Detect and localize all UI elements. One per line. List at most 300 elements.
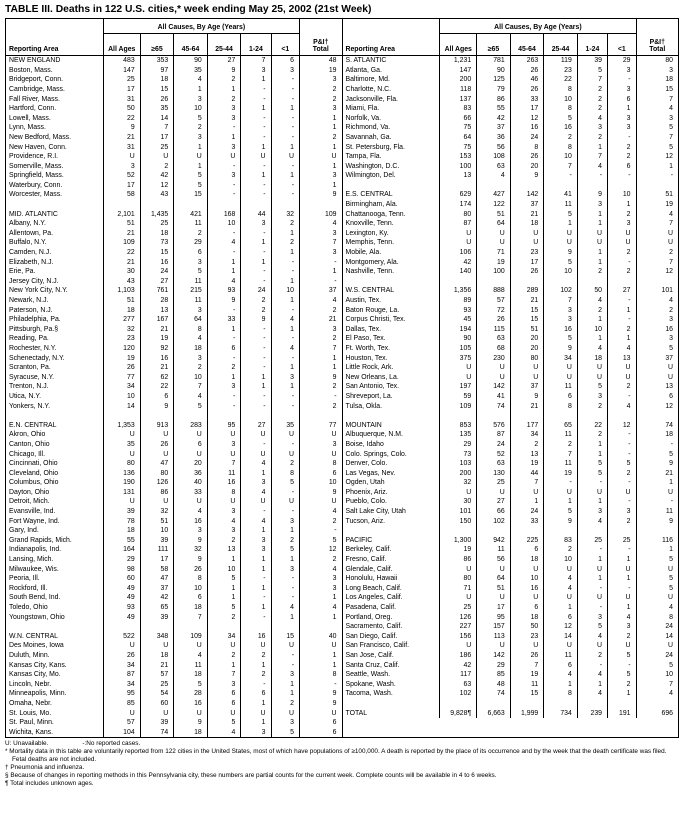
value-cell: U [544, 229, 578, 239]
value-cell: 51 [140, 517, 174, 527]
value-cell: 9 [636, 459, 678, 469]
city-row [343, 219, 679, 229]
city-row [343, 152, 679, 162]
value-cell: U [140, 497, 174, 507]
pi-total-line1: P&I† [313, 38, 329, 46]
value-cell: 109 [440, 401, 477, 411]
value-cell: 39 [103, 507, 140, 517]
value-cell: 2 [577, 85, 607, 95]
city-row [6, 66, 342, 76]
value-cell: U [271, 430, 300, 440]
value-cell: 126 [140, 478, 174, 488]
value-cell: 137 [440, 94, 477, 104]
value-cell: 8 [544, 401, 578, 411]
value-cell: U [140, 430, 174, 440]
value-cell: 8 [174, 574, 208, 584]
value-cell: 136 [103, 469, 140, 479]
value-cell: - [241, 574, 271, 584]
value-cell: 10 [103, 392, 140, 402]
value-cell: 5 [636, 142, 678, 152]
value-cell: 19 [477, 257, 511, 267]
value-cell: 2 [300, 334, 342, 344]
value-cell: - [271, 190, 300, 200]
reporting-area-cell: Akron, Ohio [9, 431, 46, 439]
value-cell: 1 [608, 334, 637, 344]
value-cell: 2 [608, 632, 637, 642]
value-cell: 3 [636, 334, 678, 344]
value-cell: 11 [207, 469, 241, 479]
value-cell: 29 [103, 555, 140, 565]
value-cell: U [608, 593, 637, 603]
value-cell: 27 [608, 286, 637, 296]
value-cell: 14 [103, 401, 140, 411]
value-cell: 2 [300, 305, 342, 315]
value-cell: 75 [440, 142, 477, 152]
value-cell: - [636, 440, 678, 450]
value-cell: 7 [207, 459, 241, 469]
reporting-area-cell: Fresno, Calif. [345, 556, 387, 564]
value-cell: 427 [477, 190, 511, 200]
value-cell: - [241, 85, 271, 95]
value-cell: - [207, 401, 241, 411]
spacer-cell [477, 526, 511, 536]
deaths-table-right [343, 19, 679, 718]
spacer-cell [271, 200, 300, 210]
value-cell: 36 [174, 469, 208, 479]
value-cell: 104 [103, 728, 140, 738]
region-row [343, 56, 679, 66]
value-cell: 1 [608, 689, 637, 699]
value-cell: 3 [636, 315, 678, 325]
value-cell: 5 [271, 478, 300, 488]
region-row [343, 286, 679, 296]
value-cell: 5 [207, 574, 241, 584]
reporting-area-cell: Albuquerque, N.M. [345, 431, 403, 439]
value-cell: 86 [477, 94, 511, 104]
value-cell: 26 [140, 94, 174, 104]
value-cell: 49 [103, 593, 140, 603]
value-cell: 157 [477, 622, 511, 632]
value-cell: 3 [577, 507, 607, 517]
legend-dash: -:No reported cases. [82, 740, 141, 748]
value-cell: 9 [300, 699, 342, 709]
reporting-area-cell: Dayton, Ohio [9, 488, 50, 496]
value-cell: 11 [174, 296, 208, 306]
city-row [343, 200, 679, 210]
value-cell: U [440, 373, 477, 383]
value-cell: U [241, 497, 271, 507]
value-cell: 5 [544, 257, 578, 267]
col-ge-65: ≥65 [140, 34, 174, 56]
reporting-area-cell: Atlanta, Ga. [345, 66, 382, 74]
value-cell: 2 [207, 651, 241, 661]
col-ge-65: ≥65 [477, 34, 511, 56]
value-cell: 4 [241, 488, 271, 498]
value-cell: 19 [140, 334, 174, 344]
value-cell: 5 [577, 66, 607, 76]
city-row [6, 718, 342, 728]
spacer-row [343, 411, 679, 421]
region-row [6, 421, 342, 431]
value-cell: 1 [608, 305, 637, 315]
value-cell: 3 [174, 133, 208, 143]
value-cell: 5 [636, 660, 678, 670]
value-cell: 6 [510, 545, 544, 555]
value-cell: 9 [140, 401, 174, 411]
value-cell: 51 [477, 210, 511, 220]
reporting-area-cell: Austin, Tex. [345, 297, 381, 305]
table-title: TABLE III. Deaths in 122 U.S. cities,* week ending May 25, 2002 (21st Week) [5, 4, 372, 15]
city-row [343, 75, 679, 85]
reporting-area-cell: NEW ENGLAND [9, 57, 61, 65]
value-cell: 28 [174, 689, 208, 699]
value-cell: 39 [140, 612, 174, 622]
value-cell: 10 [140, 526, 174, 536]
value-cell: U [544, 564, 578, 574]
value-cell: 3 [300, 171, 342, 181]
reporting-area-cell: E.N. CENTRAL [9, 421, 57, 429]
city-row [6, 219, 342, 229]
value-cell: U [440, 229, 477, 239]
value-cell: 2 [300, 133, 342, 143]
value-cell: 11 [544, 459, 578, 469]
value-cell: 55 [477, 104, 511, 114]
value-cell: 4 [241, 459, 271, 469]
reporting-area-cell: Lincoln, Nebr. [9, 680, 52, 688]
value-cell: 131 [103, 488, 140, 498]
value-cell: 1 [271, 555, 300, 565]
right-tbody [343, 56, 679, 718]
value-cell: 1 [174, 162, 208, 172]
value-cell: 5 [544, 210, 578, 220]
value-cell: 15 [510, 305, 544, 315]
value-cell: 1 [577, 497, 607, 507]
value-cell: 40 [174, 478, 208, 488]
value-cell: 8 [510, 142, 544, 152]
value-cell: 6 [271, 56, 300, 66]
reporting-area-cell: Kansas City, Kans. [9, 661, 67, 669]
value-cell: 93 [440, 305, 477, 315]
city-row [343, 603, 679, 613]
city-row [6, 497, 342, 507]
footnote-pilcrow: ¶ Total includes unknown ages. [5, 779, 94, 787]
value-cell: 1 [241, 603, 271, 613]
spacer-cell [271, 411, 300, 421]
value-cell: - [544, 171, 578, 181]
spacer-cell [577, 181, 607, 191]
city-row [343, 344, 679, 354]
value-cell: 9,828¶ [440, 708, 477, 718]
value-cell: 6 [300, 728, 342, 738]
value-cell: 34 [103, 660, 140, 670]
spacer-cell [140, 622, 174, 632]
value-cell: 9 [544, 248, 578, 258]
value-cell: U [174, 708, 208, 718]
value-cell: 2 [636, 248, 678, 258]
value-cell: - [636, 171, 678, 181]
value-cell: 3 [174, 526, 208, 536]
value-cell: 21 [636, 469, 678, 479]
spacer-cell [300, 622, 342, 632]
value-cell: 20 [510, 162, 544, 172]
city-row [343, 401, 679, 411]
value-cell: 3 [608, 219, 637, 229]
value-cell: U [477, 363, 511, 373]
value-cell: - [271, 334, 300, 344]
value-cell: 4 [544, 584, 578, 594]
value-cell: 87 [103, 670, 140, 680]
value-cell: 1 [271, 325, 300, 335]
value-cell: 11 [174, 277, 208, 287]
value-cell: - [608, 296, 637, 306]
value-cell: 15 [140, 248, 174, 258]
value-cell: 1 [544, 219, 578, 229]
spacer-cell [544, 277, 578, 287]
value-cell: 3 [271, 66, 300, 76]
value-cell: 3 [174, 353, 208, 363]
value-cell: - [207, 392, 241, 402]
reporting-area-cell: Schenectady, N.Y. [9, 354, 65, 362]
value-cell: 3 [174, 94, 208, 104]
value-cell: 230 [477, 353, 511, 363]
city-row [6, 507, 342, 517]
reporting-area-cell: Denver, Colo. [345, 460, 388, 468]
value-cell: 78 [103, 517, 140, 527]
value-cell: 26 [510, 267, 544, 277]
value-cell: 2 [577, 430, 607, 440]
value-cell: 95 [477, 612, 511, 622]
value-cell: 39 [140, 718, 174, 728]
value-cell: 62 [140, 373, 174, 383]
value-cell: 1 [300, 660, 342, 670]
value-cell: 101 [636, 286, 678, 296]
value-cell: 167 [140, 315, 174, 325]
value-cell: 25 [608, 536, 637, 546]
value-cell: 85 [477, 670, 511, 680]
col-25-44: 25-44 [207, 34, 241, 56]
value-cell: 5 [207, 718, 241, 728]
value-cell: U [103, 708, 140, 718]
value-cell: 33 [207, 315, 241, 325]
value-cell: 10 [207, 564, 241, 574]
city-row [343, 670, 679, 680]
city-row [343, 488, 679, 498]
value-cell: 42 [140, 171, 174, 181]
value-cell: 11 [477, 545, 511, 555]
value-cell: - [608, 478, 637, 488]
spacer-cell [207, 411, 241, 421]
value-cell: 58 [140, 564, 174, 574]
value-cell: 17 [103, 85, 140, 95]
value-cell: 122 [477, 200, 511, 210]
value-cell: 24 [510, 133, 544, 143]
value-cell: 63 [440, 680, 477, 690]
value-cell: 9 [174, 555, 208, 565]
value-cell: 11 [174, 219, 208, 229]
spacer-cell [510, 411, 544, 421]
value-cell: 629 [440, 190, 477, 200]
deaths-table-left [6, 19, 342, 737]
value-cell: 2 [207, 363, 241, 373]
value-cell: 177 [510, 421, 544, 431]
value-cell: 24 [636, 622, 678, 632]
spacer-cell [140, 411, 174, 421]
value-cell: 142 [510, 190, 544, 200]
value-cell: 12 [510, 114, 544, 124]
value-cell: 100 [477, 267, 511, 277]
value-cell: 3 [271, 373, 300, 383]
value-cell: 18 [510, 219, 544, 229]
value-cell: U [241, 641, 271, 651]
reporting-area-cell: Toledo, Ohio [9, 604, 48, 612]
value-cell: 10 [544, 152, 578, 162]
value-cell: 2 [608, 382, 637, 392]
value-cell: 83 [440, 104, 477, 114]
reporting-area-cell: Philadelphia, Pa. [9, 316, 61, 324]
reporting-area-cell: Memphis, Tenn. [345, 239, 395, 247]
value-cell: 1 [174, 85, 208, 95]
spacer-cell [6, 200, 103, 210]
city-row [343, 545, 679, 555]
spacer-cell [103, 200, 140, 210]
value-cell: 7 [174, 382, 208, 392]
value-cell: 9 [207, 296, 241, 306]
value-cell: 93 [207, 286, 241, 296]
value-cell: 9 [241, 315, 271, 325]
value-cell: 5 [544, 334, 578, 344]
value-cell: - [577, 171, 607, 181]
value-cell: - [207, 248, 241, 258]
reporting-area-cell: Lowell, Mass. [9, 114, 51, 122]
value-cell: 4 [271, 603, 300, 613]
value-cell: 50 [577, 286, 607, 296]
reporting-area-cell: Columbus, Ohio [9, 479, 59, 487]
value-cell: 2 [241, 305, 271, 315]
reporting-area-cell: Wichita, Kans. [9, 728, 54, 736]
value-cell: 7 [241, 56, 271, 66]
value-cell: 5 [300, 536, 342, 546]
value-cell: 4 [207, 238, 241, 248]
value-cell: U [271, 152, 300, 162]
value-cell: 10 [636, 670, 678, 680]
value-cell: 5 [544, 114, 578, 124]
value-cell: 32 [440, 478, 477, 488]
spacer-cell [544, 699, 578, 709]
right-half-table [342, 19, 679, 737]
value-cell: 1 [207, 593, 241, 603]
value-cell: 64 [477, 219, 511, 229]
city-row [6, 612, 342, 622]
value-cell: 3 [174, 305, 208, 315]
reporting-area-cell: Spokane, Wash. [345, 680, 396, 688]
city-row [6, 728, 342, 738]
value-cell: 3 [207, 104, 241, 114]
value-cell: 26 [510, 85, 544, 95]
value-cell: 29 [477, 660, 511, 670]
value-cell: 888 [477, 286, 511, 296]
value-cell: 58 [103, 190, 140, 200]
value-cell: 20 [510, 334, 544, 344]
value-cell: 3 [241, 728, 271, 738]
value-cell: 36 [477, 133, 511, 143]
value-cell: 22 [103, 114, 140, 124]
value-cell: 31 [103, 94, 140, 104]
reporting-area-cell: Springfield, Mass. [9, 172, 64, 180]
col-25-44: 25-44 [544, 34, 578, 56]
value-cell: 21 [140, 363, 174, 373]
value-cell: 49 [103, 584, 140, 594]
value-cell: 5 [636, 574, 678, 584]
value-cell: 283 [174, 421, 208, 431]
reporting-area-cell: Detroit, Mich. [9, 498, 50, 506]
reporting-area-cell: Phoenix, Ariz. [345, 488, 388, 496]
value-cell: 3 [577, 612, 607, 622]
value-cell: 56 [477, 142, 511, 152]
value-cell: - [271, 114, 300, 124]
spacer-cell [510, 181, 544, 191]
reporting-area-cell: Bridgeport, Conn. [9, 76, 64, 84]
reporting-area-cell: St. Petersburg, Fla. [345, 143, 405, 151]
reporting-area-cell: Salt Lake City, Utah [345, 508, 406, 516]
col-lt-1: <1 [271, 34, 300, 56]
value-cell: 2 [207, 612, 241, 622]
value-cell: 2 [608, 248, 637, 258]
value-cell: 18 [103, 526, 140, 536]
value-cell: 200 [440, 75, 477, 85]
value-cell: 34 [544, 353, 578, 363]
value-cell: 2 [174, 363, 208, 373]
city-row [343, 123, 679, 133]
city-row [343, 248, 679, 258]
value-cell: 4 [544, 574, 578, 584]
value-cell: 4 [577, 632, 607, 642]
reporting-area-cell: Syracuse, N.Y. [9, 373, 55, 381]
value-cell: 34 [207, 632, 241, 642]
value-cell: 6 [174, 593, 208, 603]
value-cell: 5 [174, 680, 208, 690]
reporting-area-cell: Rockford, Ill. [9, 584, 48, 592]
spacer-row [343, 277, 679, 287]
city-row [6, 449, 342, 459]
value-cell: 93 [103, 603, 140, 613]
reporting-area-cell: Tulsa, Okla. [345, 402, 383, 410]
value-cell: - [207, 162, 241, 172]
value-cell: 5 [544, 507, 578, 517]
value-cell: 80 [510, 353, 544, 363]
value-cell: 90 [440, 334, 477, 344]
value-cell: 4 [636, 104, 678, 114]
value-cell: 1 [577, 210, 607, 220]
value-cell: U [510, 564, 544, 574]
value-cell: - [636, 497, 678, 507]
value-cell: 1 [510, 497, 544, 507]
value-cell: 4 [207, 728, 241, 738]
value-cell: 4 [207, 277, 241, 287]
city-row [6, 286, 342, 296]
value-cell: 16 [510, 123, 544, 133]
city-row [6, 603, 342, 613]
value-cell: 63 [477, 459, 511, 469]
reporting-area-cell: New Haven, Conn. [9, 143, 67, 151]
value-cell: 2 [140, 162, 174, 172]
value-cell: 6 [207, 344, 241, 354]
reporting-area-cell: Des Moines, Iowa [9, 642, 64, 650]
value-cell: 5 [608, 670, 637, 680]
region-row [343, 708, 679, 718]
value-cell: 105 [440, 344, 477, 354]
value-cell: 1 [174, 142, 208, 152]
value-cell: U [300, 497, 342, 507]
